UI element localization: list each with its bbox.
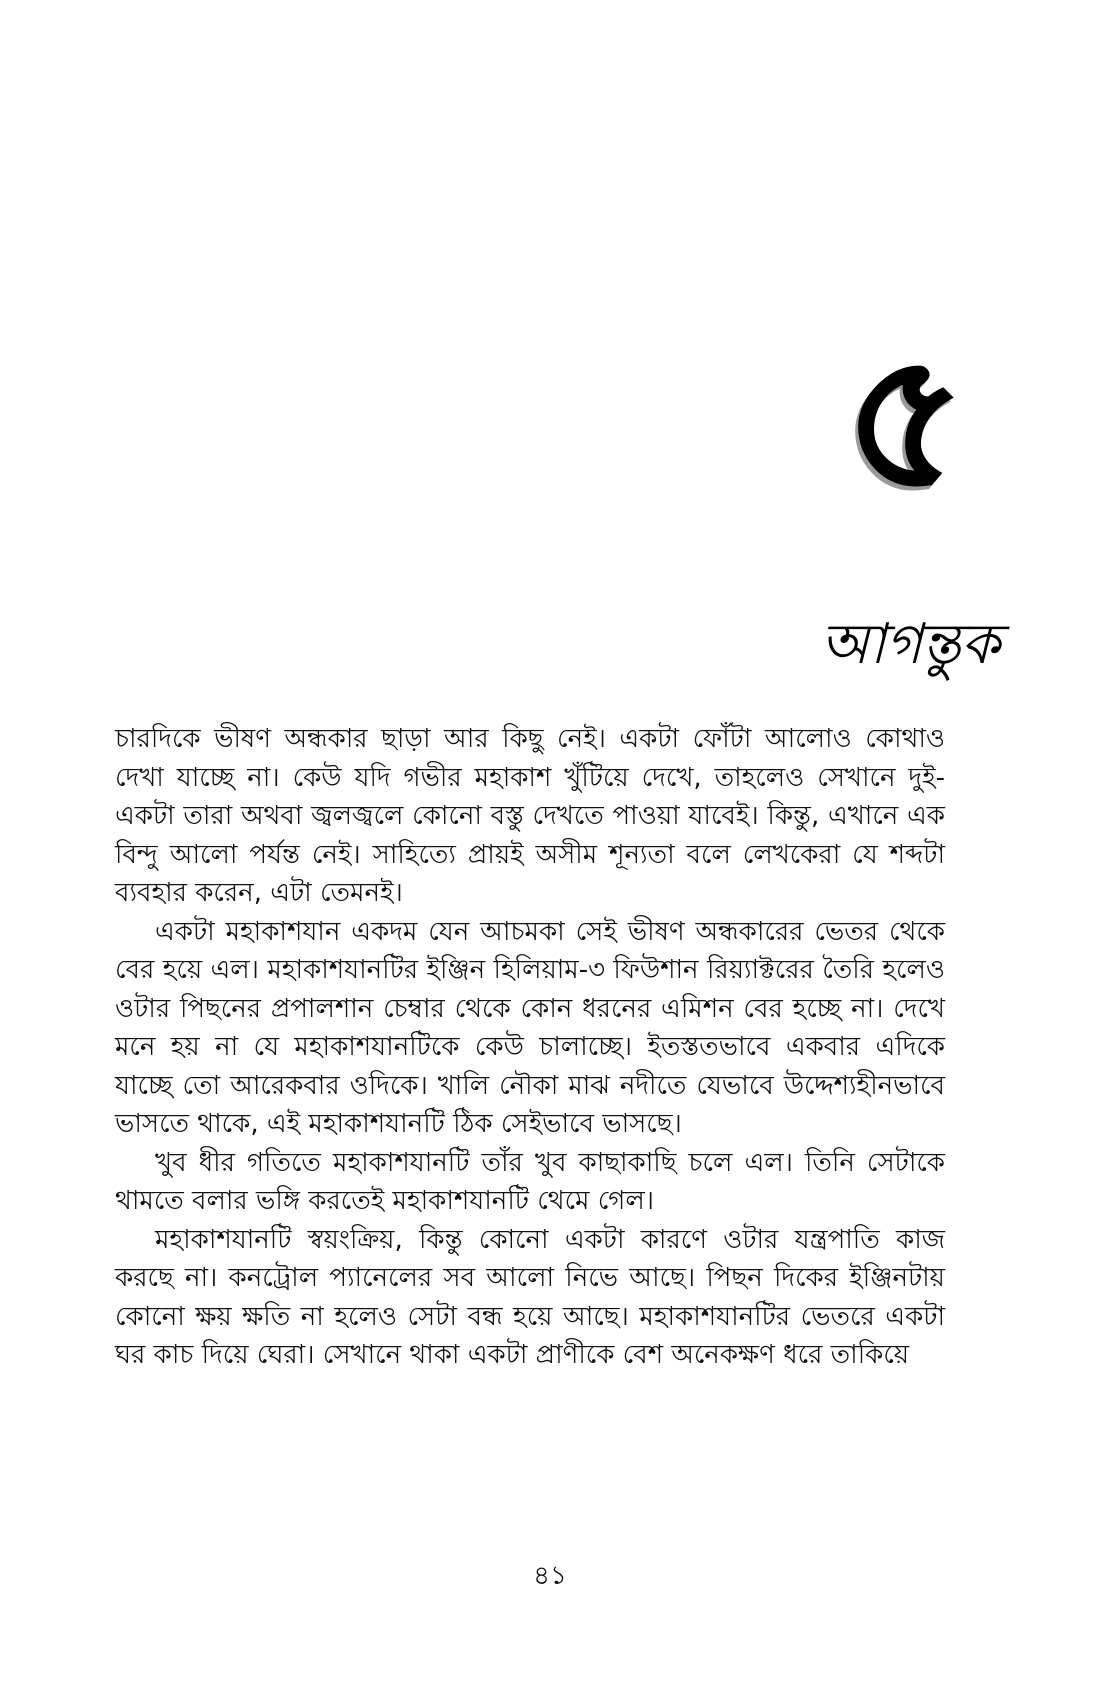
paragraph: খুব ধীর গতিতে মহাকাশযানটি তাঁর খুব কাছাকাছি চলে এল। তিনি সেটাকে থামতে বলার ভঙ্গি করতেই মহাকাশযানটি থেমে গেল। xyxy=(115,1147,945,1216)
paragraph: চারদিকে ভীষণ অন্ধকার ছাড়া আর কিছু নেই। একটা ফোঁটা আলোও কোথাও দেখা যাচ্ছে না। কেউ যদি গভীর মহাকাশ খুঁটিয়ে দেখে, তাহলেও সেখানে দুই-একটা তারা অথবা জ্বলজ্বলে কোনো বস্তু দেখতে পাওয়া যাবেই। কিন্তু, এখানে এক বিন্দু আলো পর্যন্ত নেই। সাহিত্যে প্রায়ই অসীম শূন্যতা বলে লেখকেরা যে শব্দটা ব্যবহার করেন, এটা তেমনই। xyxy=(115,724,945,908)
chapter-title: আগন্তুক xyxy=(820,612,1000,677)
paragraph: মহাকাশযানটি স্বয়ংক্রিয়, কিন্তু কোনো একটা কারণে ওটার যন্ত্রপাতি কাজ করছে না। কনট্রোল প্যানেলের সব আলো নিভে আছে। পিছন দিকের ইঞ্জিনটায় কোনো ক্ষয় ক্ষতি না হলেও সেটা বন্ধ হয়ে আছে। মহাকাশযানটির ভেতরে একটা ঘর কাচ দিয়ে ঘেরা। সেখানে থাকা একটা প্রাণীকে বেশ অনেকক্ষণ ধরে তাকিয়ে xyxy=(115,1224,945,1370)
page-number: ৪১ xyxy=(533,1561,567,1591)
body-text xyxy=(115,720,945,1375)
chapter-number: ৫ xyxy=(843,308,967,531)
paragraph: একটা মহাকাশযান একদম যেন আচমকা সেই ভীষণ অন্ধকারের ভেতর থেকে বের হয়ে এল। মহাকাশযানটির ইঞ্জিন হিলিয়াম-৩ ফিউশান রিয়্যাক্টরের তৈরি হলেও ওটার পিছনের প্রপালশান চেম্বার থেকে কোন ধরনের এমিশন বের হচ্ছে না। দেখে মনে হয় না যে মহাকাশযানটিকে কেউ চালাচ্ছে। ইতস্ততভাবে একবার এদিকে যাচ্ছে তো আরেকবার ওদিকে। খালি নৌকা মাঝ নদীতে যেভাবে উদ্দেশ্যহীনভাবে ভাসতে থাকে, এই মহাকাশযানটি ঠিক সেইভাবে ভাসছে। xyxy=(115,916,945,1139)
